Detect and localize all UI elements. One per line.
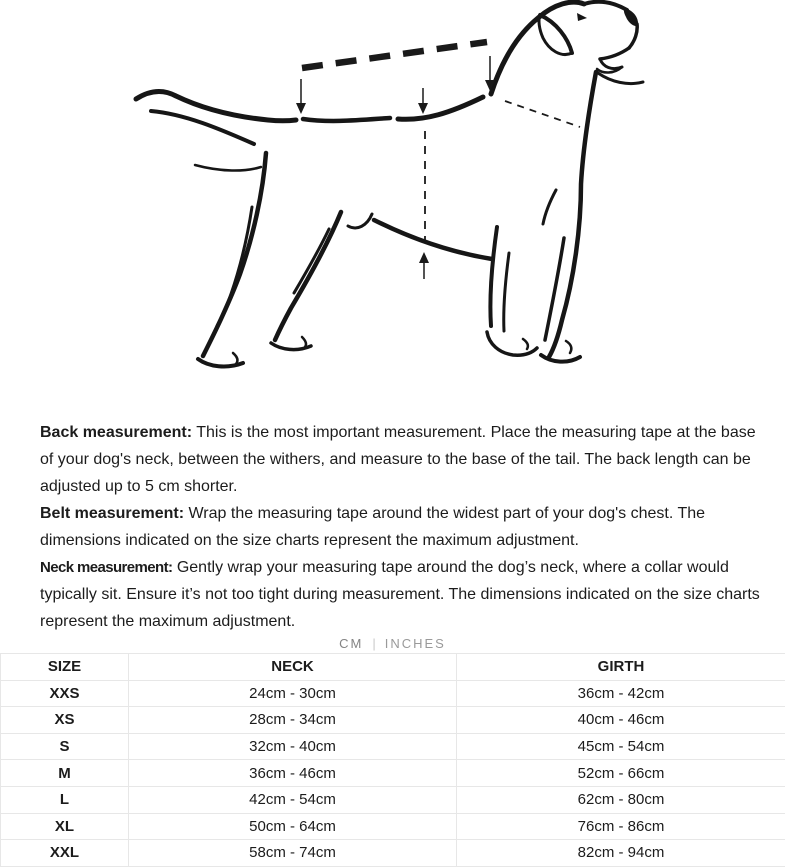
table-row xyxy=(1,813,785,840)
column-header-neck: NECK xyxy=(129,654,457,681)
size-cell: L xyxy=(1,786,129,813)
neck-cell: 50cm - 64cm xyxy=(129,813,457,840)
neck-cell: 36cm - 46cm xyxy=(129,760,457,787)
table-row xyxy=(1,840,785,867)
girth-cell: 36cm - 42cm xyxy=(457,680,785,707)
neck-cell: 24cm - 30cm xyxy=(129,680,457,707)
measurement-paragraph: Belt measurement: Wrap the measuring tape around the widest part of your dog's chest. The dimensions indicated on the size charts represent the maximum adjustment. xyxy=(40,505,706,549)
girth-cell: 82cm - 94cm xyxy=(457,840,785,867)
measurement-copy xyxy=(0,395,785,635)
column-header-size: SIZE xyxy=(1,654,129,681)
measurement-paragraph: Neck measurement: Gently wrap your measuring tape around the dog’s neck, where a collar would typically sit. Ensure it’s not too tight during measurement. The dimensions indicated on the size charts represent the maximum adjustment. xyxy=(40,559,760,630)
size-chart-table xyxy=(0,653,785,867)
unit-toggle-divider: | xyxy=(372,636,376,651)
size-cell: XL xyxy=(1,813,129,840)
neck-cell: 28cm - 34cm xyxy=(129,707,457,734)
girth-cell: 45cm - 54cm xyxy=(457,733,785,760)
size-cell: XS xyxy=(1,707,129,734)
unit-option-cm[interactable]: CM xyxy=(339,636,364,651)
dog-measurement-illustration xyxy=(0,0,785,395)
paragraph-lead: Back measurement: xyxy=(40,424,193,441)
neck-cell: 32cm - 40cm xyxy=(129,733,457,760)
girth-cell: 62cm - 80cm xyxy=(457,786,785,813)
size-cell: XXL xyxy=(1,840,129,867)
ear xyxy=(540,15,572,53)
unit-option-inches[interactable]: INCHES xyxy=(384,636,446,651)
back-measurement-dashed-line xyxy=(302,42,487,68)
size-table-body xyxy=(1,680,785,866)
table-header-row xyxy=(1,654,785,681)
table-row xyxy=(1,786,785,813)
paragraph-lead: Neck measurement: xyxy=(40,559,173,576)
column-header-girth: GIRTH xyxy=(457,654,785,681)
size-cell: XXS xyxy=(1,680,129,707)
size-cell: M xyxy=(1,760,129,787)
table-row xyxy=(1,680,785,707)
paragraph-lead: Belt measurement: xyxy=(40,505,185,522)
neck-measurement-dashed-line xyxy=(505,101,580,127)
unit-toggle xyxy=(0,635,785,653)
size-cell: S xyxy=(1,733,129,760)
neck-cell: 42cm - 54cm xyxy=(129,786,457,813)
illustration-wrap xyxy=(0,0,785,395)
girth-cell: 76cm - 86cm xyxy=(457,813,785,840)
down-arrow-tail-base xyxy=(296,79,306,114)
eye xyxy=(577,13,587,21)
table-row xyxy=(1,707,785,734)
measurement-paragraph: Back measurement: This is the most important measurement. Place the measuring tape at the base of your dog's neck, between the withers, and measure to the base of the tail. The back length can be adjusted up to 5 cm shorter. xyxy=(40,424,756,495)
neck-cell: 58cm - 74cm xyxy=(129,840,457,867)
girth-cell: 40cm - 46cm xyxy=(457,707,785,734)
table-row xyxy=(1,733,785,760)
down-arrow-mid-back xyxy=(418,88,428,114)
table-row xyxy=(1,760,785,787)
up-arrow-belly xyxy=(419,252,429,279)
girth-cell: 52cm - 66cm xyxy=(457,760,785,787)
